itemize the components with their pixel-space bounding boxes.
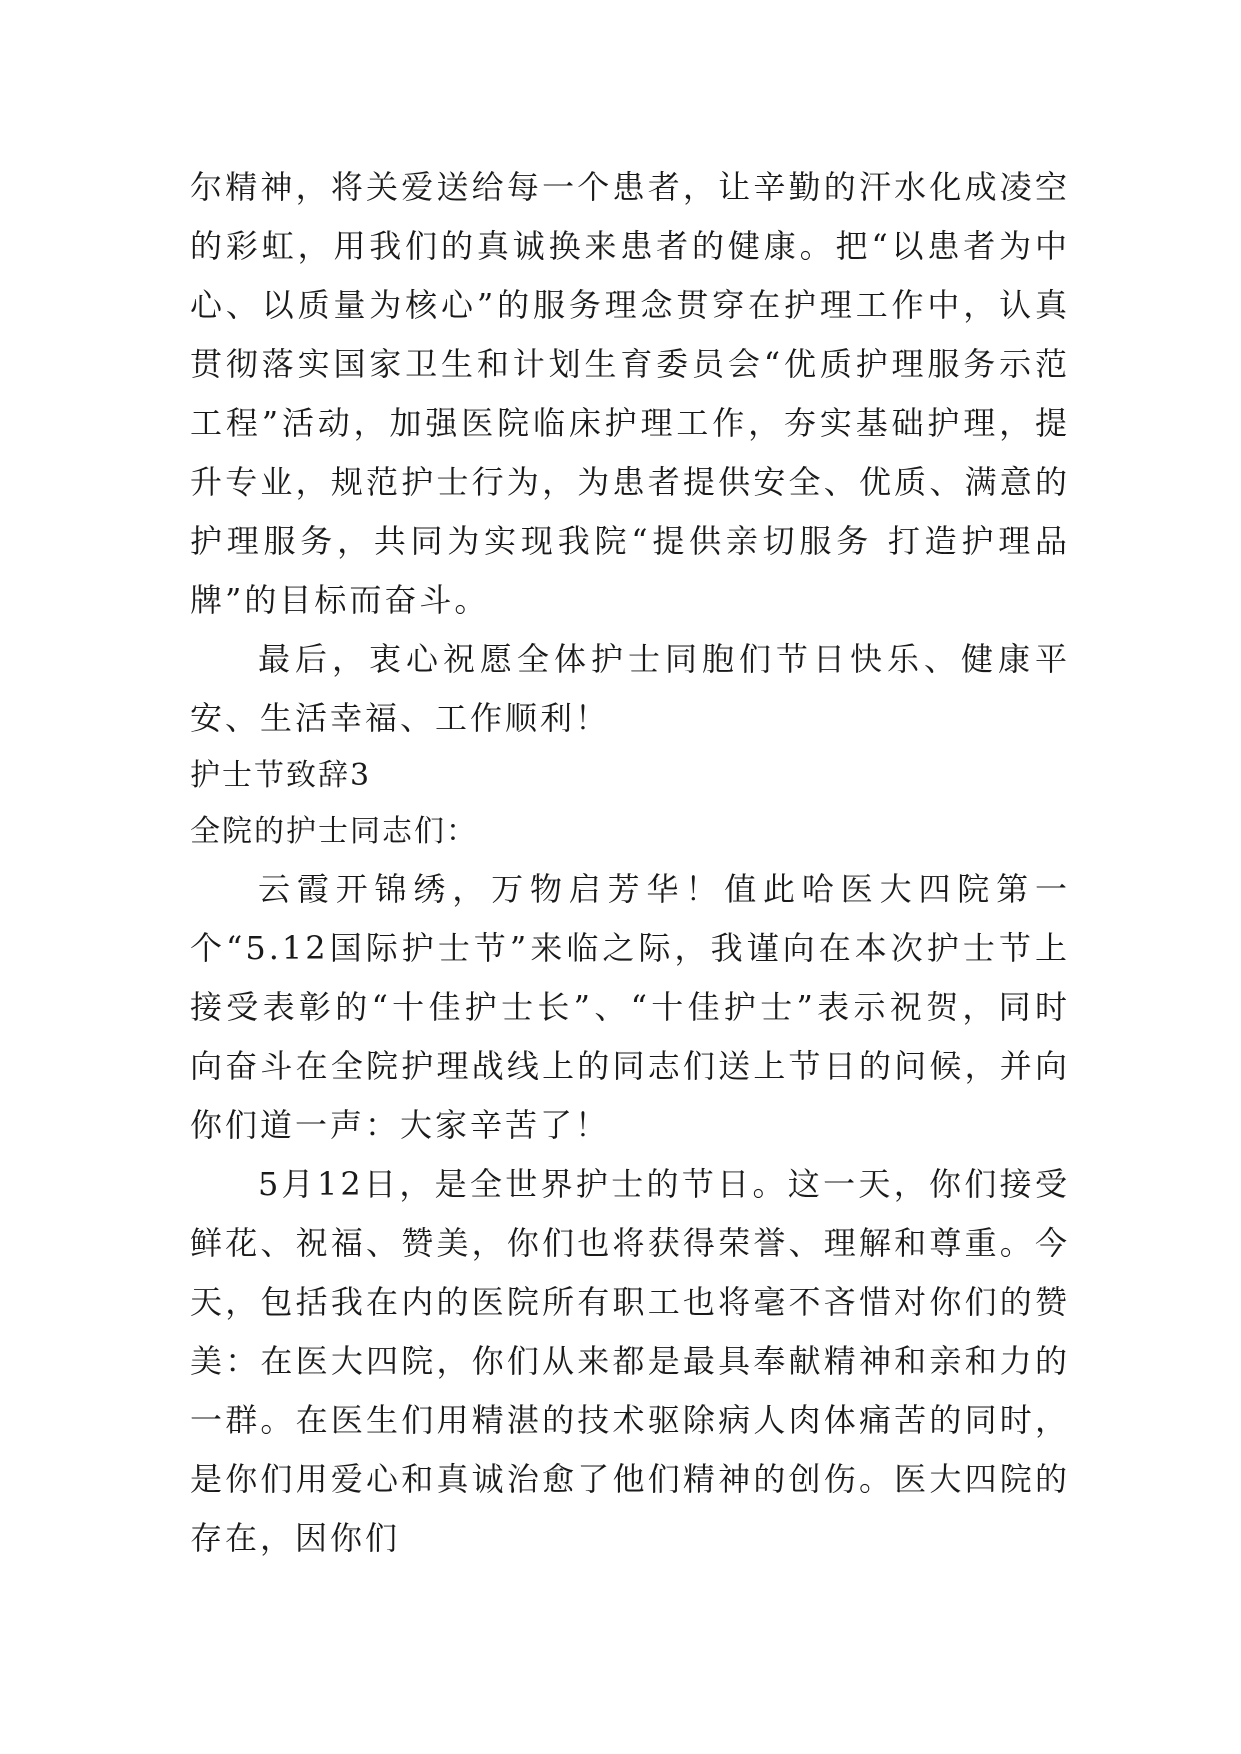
body-paragraph-1: 云霞开锦绣，万物启芳华！值此哈医大四院第一个“5.12国际护士节”来临之际，我谨向在本次护士节上接受表彰的“十佳护士长”、“十佳护士”表示祝贺，同时向奋斗在全院护理战线上的同志们送上节日的问候，并向你们道一声：大家辛苦了！	[190, 870, 1070, 1144]
document-body	[190, 158, 1070, 1568]
body-paragraph-2: 5月12日，是全世界护士的节日。这一天，你们接受鲜花、祝福、赞美，你们也将获得荣誉、理解和尊重。今天，包括我在内的医院所有职工也将毫不吝惜对你们的赞美：在医大四院，你们从来都是最具奉献精神和亲和力的一群。在医生们用精湛的技术驱除病人肉体痛苦的同时，是你们用爱心和真诚治愈了他们精神的创伤。医大四院的存在，因你们	[190, 1165, 1070, 1557]
salutation: 全院的护士同志们：	[190, 814, 478, 849]
closing-paragraph: 最后，衷心祝愿全体护士同胞们节日快乐、健康平安、生活幸福、工作顺利！	[190, 640, 1070, 737]
continuation-paragraph: 尔精神，将关爱送给每一个患者，让辛勤的汗水化成凌空的彩虹，用我们的真诚换来患者的健康。把“以患者为中心、以质量为核心”的服务理念贯穿在护理工作中，认真贯彻落实国家卫生和计划生育委员会“优质护理服务示范工程”活动，加强医院临床护理工作，夯实基础护理，提升专业，规范护士行为，为患者提供安全、优质、满意的护理服务，共同为实现我院“提供亲切服务 打造护理品牌”的目标而奋斗。	[190, 168, 1070, 619]
section-title: 护士节致辞3	[190, 758, 372, 793]
